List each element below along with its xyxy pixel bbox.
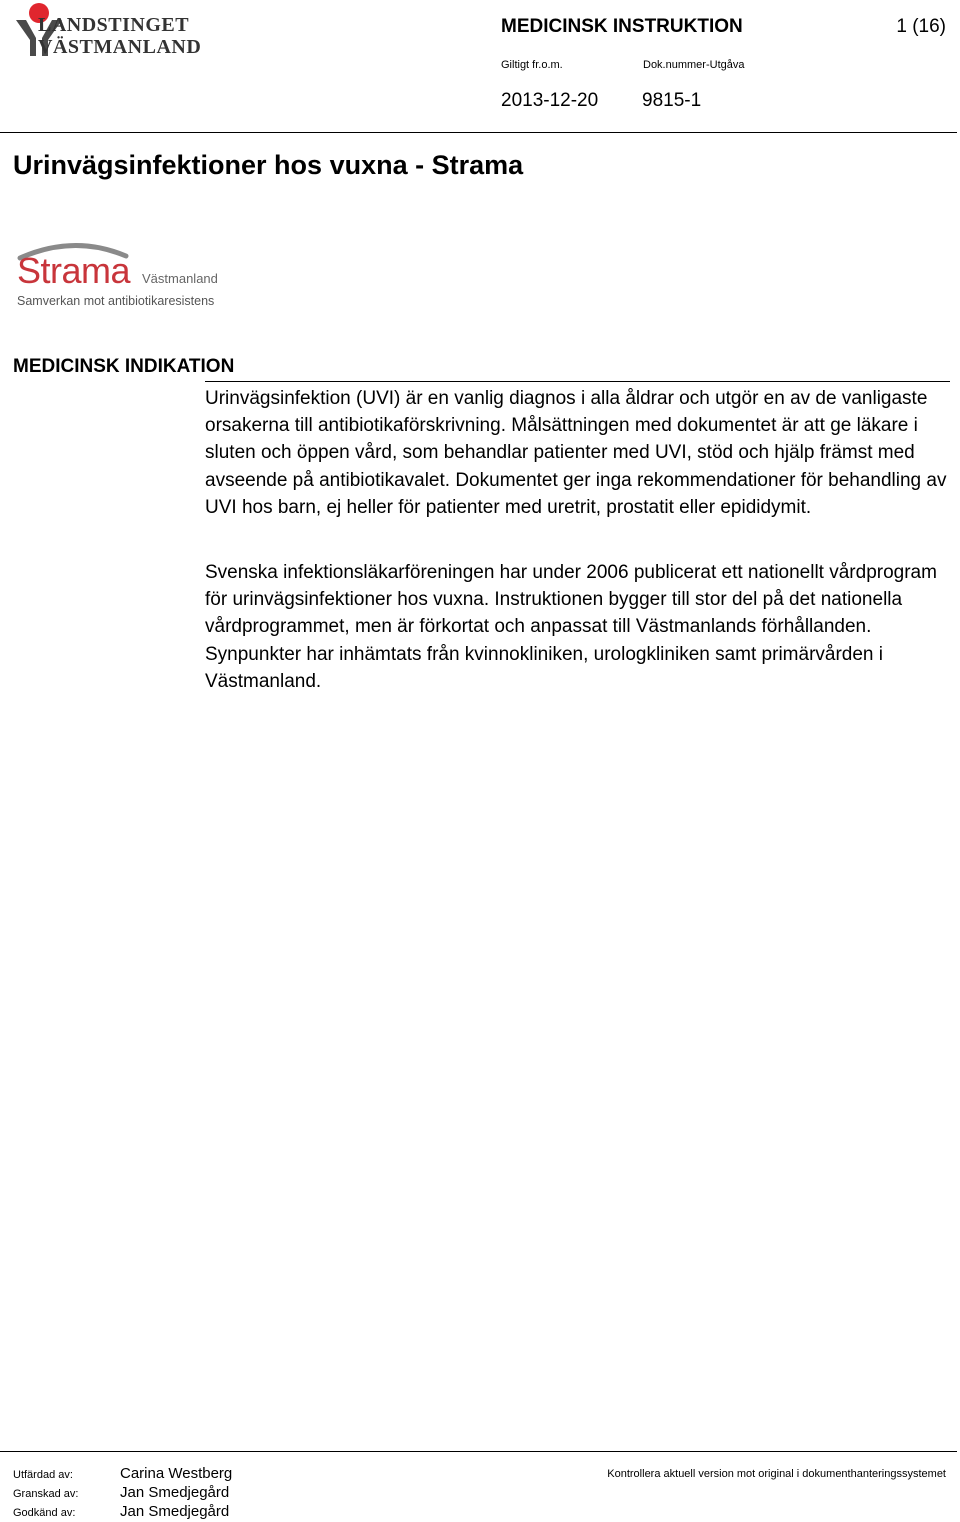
- section-divider: [205, 381, 950, 382]
- valid-from-label: Giltigt fr.o.m.: [501, 59, 563, 71]
- doc-number-value: 9815-1: [642, 90, 702, 111]
- issued-by-name: Carina Westberg: [120, 1465, 233, 1482]
- section-heading: MEDICINSK INDIKATION: [13, 356, 235, 377]
- strama-wordmark: Strama: [17, 250, 131, 291]
- approved-by-name: Jan Smedjegård: [120, 1503, 230, 1520]
- strama-tagline: Samverkan mot antibiotikaresistens: [17, 294, 215, 308]
- body-paragraph: Urinvägsinfektion (UVI) är en vanlig diagnos i alla åldrar och utgör en av de vanligaste orsakerna till antibiotikaförskrivning. Målsättningen med dokumentet är att ge läkare i sluten och öppen vård, som behandlar patienter med UVI, stöd och hjälp främst med avseende på antibiotikavalet. Dokumentet ger inga rekommendationer för behandling av UVI hos barn, ej heller för patienter med uretrit, prostatit eller epididymit.: [205, 388, 947, 518]
- logo-text-line2: VÄSTMANLAND: [38, 36, 202, 58]
- issued-by-label: Utfärdad av:: [13, 1469, 73, 1481]
- page-title: Urinvägsinfektioner hos vuxna - Strama: [13, 150, 524, 180]
- valid-from-date: 2013-12-20: [501, 90, 599, 111]
- reviewed-by-name: Jan Smedjegård: [120, 1484, 230, 1501]
- page-number: 1 (16): [896, 16, 946, 37]
- reviewed-by-label: Granskad av:: [13, 1488, 79, 1500]
- body-paragraph: Svenska infektionsläkarföreningen har under 2006 publicerat ett nationellt vårdprogram för urinvägsinfektioner hos vuxna. Instruktionen bygger till stor del på det nationella vårdprogrammet, men är förkortat och anpassat till Västmanlands förhållanden. Synpunkter har inhämtats från kvinnokliniken, urologkliniken samt primärvården i Västmanland.: [205, 562, 937, 692]
- strama-region: Västmanland: [142, 271, 218, 286]
- logo-left-stroke: [16, 20, 36, 56]
- doc-number-label: Dok.nummer-Utgåva: [643, 59, 745, 71]
- logo-text-line1: LANDSTINGET: [38, 14, 190, 36]
- footer-divider: [0, 1451, 957, 1452]
- header-divider: [0, 132, 957, 133]
- approved-by-label: Godkänd av:: [13, 1507, 76, 1519]
- document-type: MEDICINSK INSTRUKTION: [501, 16, 743, 37]
- footer-note: Kontrollera aktuell version mot original i dokumenthanteringssystemet: [607, 1468, 946, 1480]
